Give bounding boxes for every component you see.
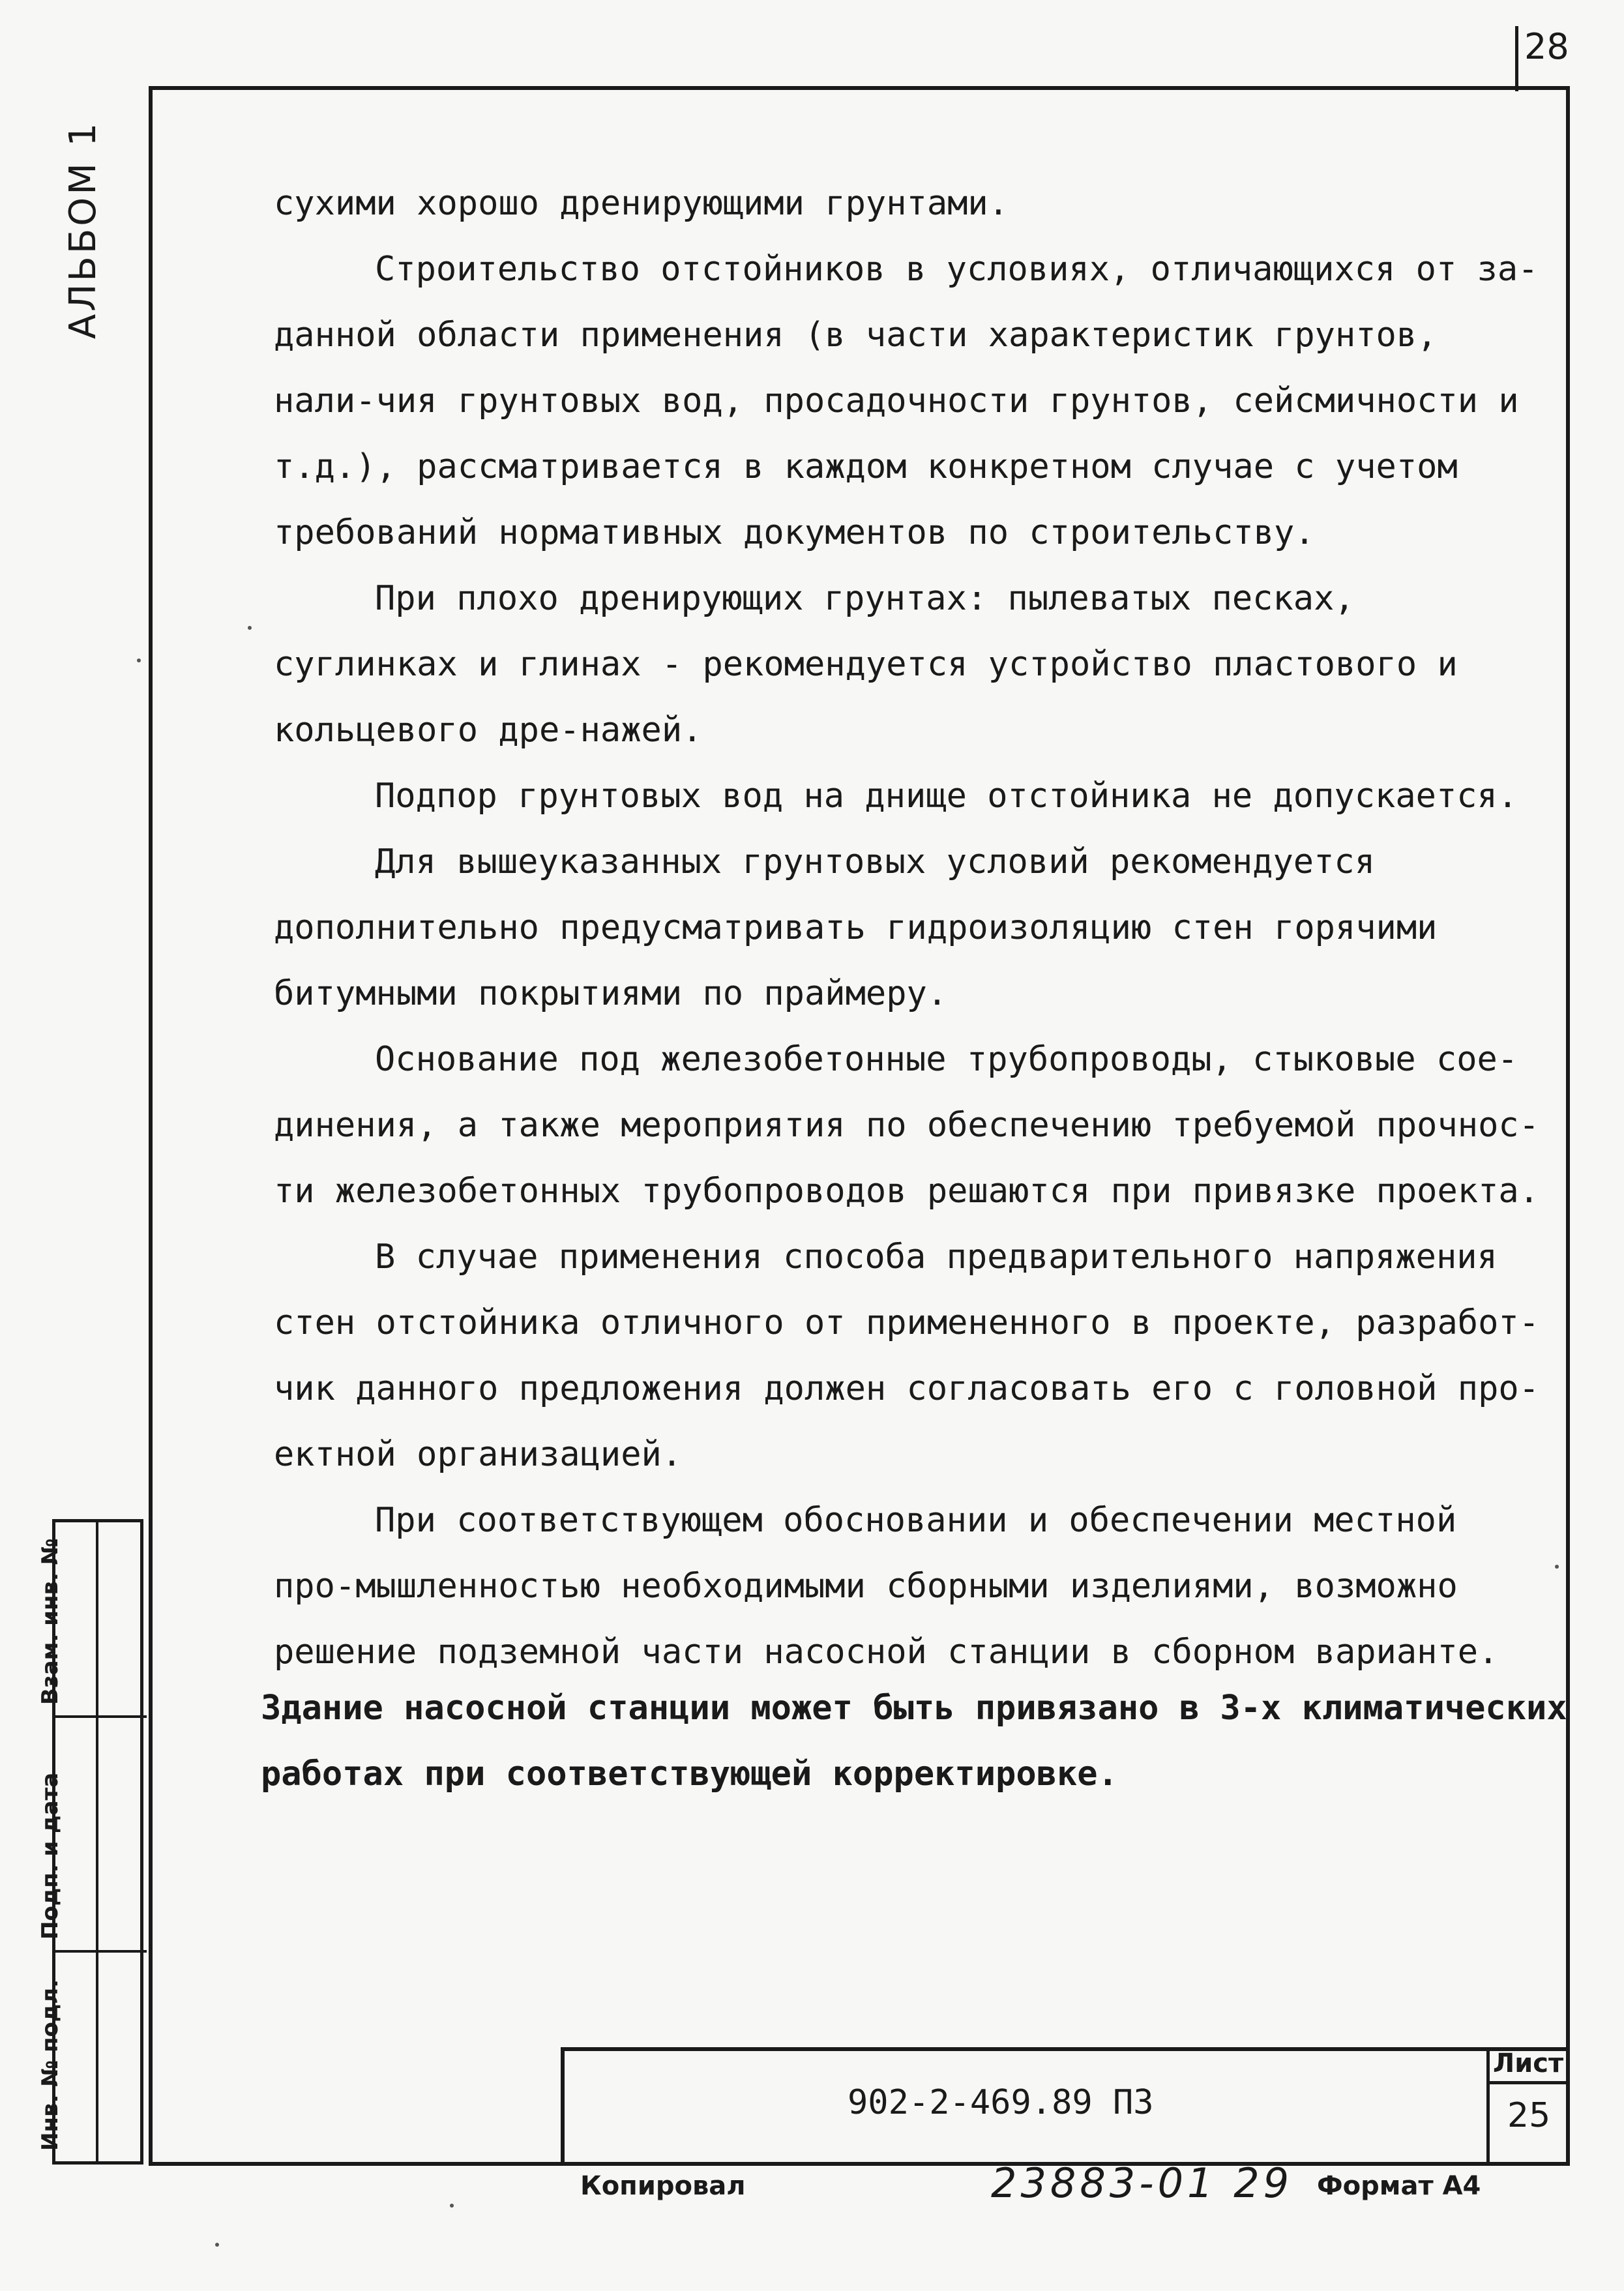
scan-speck xyxy=(248,626,252,630)
paragraph: Подпор грунтовых вод на днище отстойника не допускается. xyxy=(375,776,1518,816)
sheet-divider xyxy=(1486,2081,1570,2084)
body-text xyxy=(274,171,1558,1685)
paragraph: Для вышеуказанных грунтовых условий рекомендуется дополнительно предусматривать гидроизоляцию стен горячими битумными покрытиями по праймеру. xyxy=(274,842,1438,1013)
side-stamp xyxy=(37,1519,143,2165)
paragraph: Основание под железобетонные трубопроводы, стыковые сое-динения, а также мероприятия по обеспечению требуемой прочнос-ти железобетонных трубопроводов решаются при привязке проекта. xyxy=(274,1040,1540,1211)
stamp-label: Подп. и дата xyxy=(37,1772,63,1940)
scan-speck xyxy=(137,658,141,662)
scan-speck xyxy=(1555,1565,1559,1569)
stamp-cell-inventory xyxy=(37,1953,147,2161)
sheet-label: Лист xyxy=(1493,2048,1564,2078)
scan-speck xyxy=(215,2243,219,2247)
paragraph: Строительство отстойников в условиях, отличающихся от за-данной области применения (в части характеристик грунтов, нали-чия грунтовых вод, просадочности грунтов, сейсмичности и т.д.), рассматривается в каждом конкретном случае с учетом требований нормативных документов по строительству. xyxy=(274,250,1539,552)
stamp-cell-replacement xyxy=(37,1522,147,1718)
stamp-label: Инв. № подл. xyxy=(37,1979,63,2151)
paragraph: При соответствующем обосновании и обеспечении местной про-мышленностью необходимыми сборными изделиями, возможно решение подземной части насосной станции в сборном варианте. xyxy=(274,1501,1499,1672)
document-code: 902-2-469.89 ПЗ xyxy=(848,2083,1154,2122)
paragraph: сухими хорошо дренирующими грунтами. xyxy=(274,184,1009,223)
paragraph: В случае применения способа предварительного напряжения стен отстойника отличного от примененного в проекте, разработ-чик данного предложения должен согласовать его с головной про-ектной организацией. xyxy=(274,1237,1540,1474)
stamp-cell-signature xyxy=(37,1718,147,1953)
scan-speck xyxy=(450,2204,454,2208)
sheet-number: 25 xyxy=(1507,2096,1551,2135)
format-label: Формат А4 xyxy=(1317,2171,1481,2201)
stamp-label: Взам. инв. № xyxy=(37,1538,63,1705)
album-mark: АЛЬБОМ 1 xyxy=(62,120,104,339)
paragraph: При плохо дренирующих грунтах: пылеватых песках, суглинках и глинах - рекомендуется устройство пластового и кольцевого дре-нажей. xyxy=(274,579,1458,750)
order-number: 23883-01 29 xyxy=(991,2159,1293,2207)
final-paragraph: Здание насосной станции может быть привязано в 3-х климатических работах при соответствующей корректировке. xyxy=(261,1689,1567,1794)
copied-label: Копировал xyxy=(580,2171,746,2201)
page-number-top: 28 xyxy=(1524,26,1569,67)
final-paragraph-block xyxy=(261,1676,1571,1807)
